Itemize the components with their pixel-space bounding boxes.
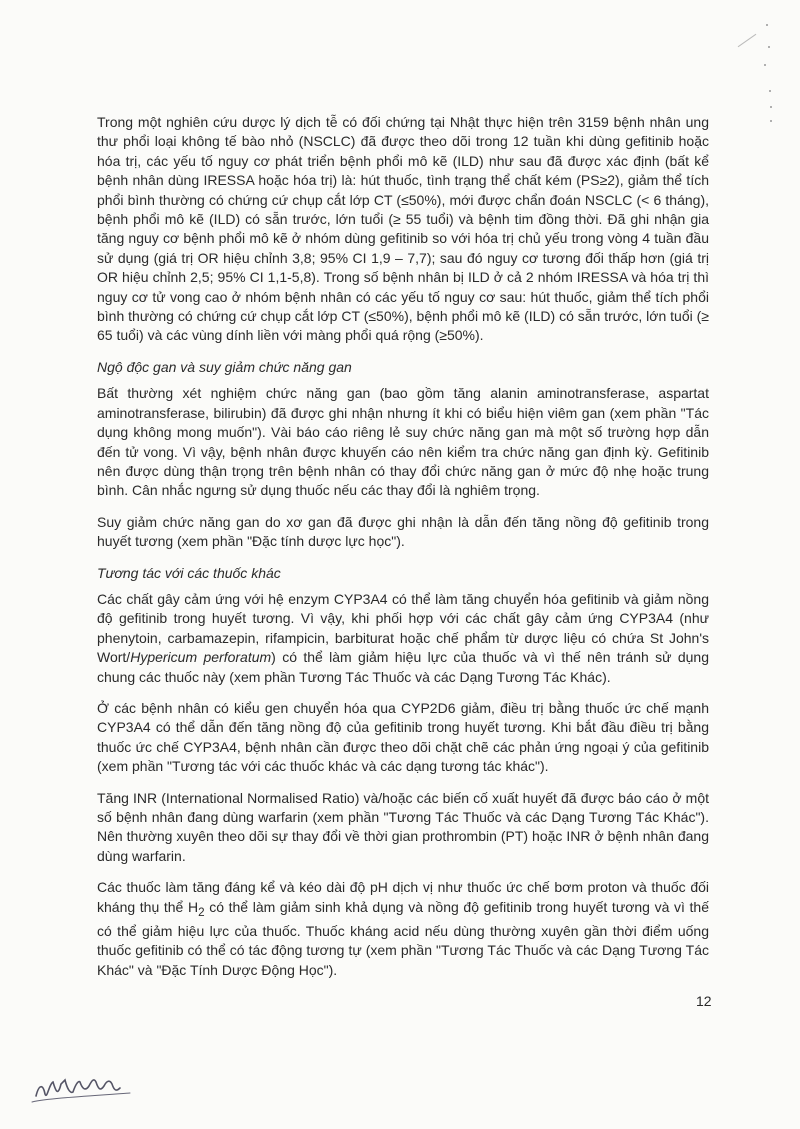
paragraph: Ở các bệnh nhân có kiểu gen chuyển hóa qua CYP2D6 giảm, điều trị bằng thuốc ức chế mạnh CYP3A4 có thể dẫn đến tăng nồng độ của gefitinib trong huyết tương. Khi bắt đầu điều trị bằng thuốc ức chế CYP3A4, bệnh nhân cần được theo dõi chặt chẽ các phản ứng ngoại ý của gefitinib (xem phần "Tương tác với các thuốc khác và các dạng tương tác khác"). <box>97 699 709 775</box>
text-run: Các thuốc làm tăng đáng kể và kéo dài độ pH dịch vị như thuốc ức chế bơm proton và thuốc đối kháng thụ thể H <box>97 879 709 915</box>
body-text <box>97 113 709 992</box>
italic-term: Hypericum perforatum <box>130 649 272 666</box>
paragraph: Trong một nghiên cứu dược lý dịch tễ có đối chứng tại Nhật thực hiện trên 3159 bệnh nhân ung thư phổi loại không tế bào nhỏ (NSCLC) đã được theo dõi trong 12 tuần khi dùng gefitinib hoặc hóa trị, các yếu tố nguy cơ phát triển bệnh phổi mô kẽ (ILD) như sau đã được xác định (bất kể bệnh nhân dùng IRESSA hoặc hóa trị) là: hút thuốc, tình trạng thể chất kém (PS≥2), giảm thể tích phổi bình thường có chứng cứ chụp cắt lớp CT (≤50%), mới được chẩn đoán NSCLC (< 6 tháng), bệnh phổi mô kẽ (ILD) có sẵn trước, lớn tuổi (≥ 55 tuổi) và bệnh tim đồng thời. Đã ghi nhận gia tăng nguy cơ bệnh phổi mô kẽ ở nhóm dùng gefitinib so với hóa trị chủ yếu trong vòng 4 tuần đầu sử dụng (giá trị OR hiệu chỉnh 3,8; 95% CI 1,9 – 7,7); sau đó nguy cơ tương đối thấp hơn (giá trị OR hiệu chỉnh 2,5; 95% CI 1,1-5,8). Trong số bệnh nhân bị ILD ở cả 2 nhóm IRESSA và hóa trị thì nguy cơ tử vong cao ở nhóm bệnh nhân có các yếu tố nguy cơ sau: hút thuốc, giảm thể tích phổi bình thường có chứng cứ chụp cắt lớp CT (≤50%), bệnh phổi mô kẽ (ILD) có sẵn trước, lớn tuổi (≥ 65 tuổi) và các vùng dính liền với màng phổi quá rộng (≥50%). <box>97 114 709 344</box>
section-heading: Ngộ độc gan và suy giảm chức năng gan <box>97 358 352 375</box>
paragraph: Suy giảm chức năng gan do xơ gan đã được ghi nhận là dẫn đến tăng nồng độ gefitinib trong huyết tương (xem phần "Đặc tính dược lực học"). <box>97 513 709 550</box>
section-heading: Tương tác với các thuốc khác <box>97 564 281 581</box>
paragraph <box>97 590 709 687</box>
paragraph: Bất thường xét nghiệm chức năng gan (bao gồm tăng alanin aminotransferase, aspartat aminotransferase, bilirubin) đã được ghi nhận nhưng ít khi có biểu hiện viêm gan (xem phần "Tác dụng không mong muốn"). Vài báo cáo riêng lẻ suy chức năng gan mà một số trường hợp dẫn đến tử vong. Vì vậy, bệnh nhân được khuyến cáo nên kiểm tra chức năng gan định kỳ. Gefitinib nên được dùng thận trọng trên bệnh nhân có thay đổi chức năng gan ở mức độ nhẹ hoặc trung bình. Cân nhắc ngưng sử dụng thuốc nếu các thay đổi là nghiêm trọng. <box>97 385 709 499</box>
subscript: 2 <box>198 905 205 919</box>
scan-mark <box>738 34 757 47</box>
text-run: có thể làm giảm sinh khả dụng và nồng độ gefitinib trong huyết tương và vì thế có thể giảm hiệu lực của thuốc. Thuốc kháng acid nếu dùng thường xuyên gần thời điểm uống thuốc gefitinib có thể có tác động tương tự (xem phần "Tương Tác Thuốc và các Dạng Tương Tác Khác" và "Đặc Tính Dược Động Học"). <box>97 898 709 978</box>
paragraph: Tăng INR (International Normalised Ratio) và/hoặc các biến cố xuất huyết đã được báo cáo ở một số bệnh nhân đang dùng warfarin (xem phần "Tương Tác Thuốc và các Dạng Tương Tác Khác"). Nên thường xuyên theo dõi sự thay đổi về thời gian prothrombin (PT) hoặc INR ở bệnh nhân đang dùng warfarin. <box>97 789 709 864</box>
handwritten-initials <box>30 1062 150 1112</box>
text-run: Các chất gây cảm ứng với hệ enzym CYP3A4 có thể làm tăng chuyển hóa gefitinib và giảm nồng độ gefitinib trong huyết tương. Vì vậy, khi phối hợp với các chất gây cảm ứng CYP3A4 (như phenytoin, carbamazepin, rifampicin, barbiturat hoặc chế phẩm từ dược liệu có chứa St John's Wort/ <box>97 590 709 666</box>
paragraph <box>97 878 709 980</box>
text-run: ) có thể làm giảm hiệu lực của thuốc và vì thế nên tránh sử dụng chung các thuốc này (xem phần Tương Tác Thuốc và các Dạng Tương Tác Khác). <box>97 649 709 685</box>
scan-specks <box>762 18 782 128</box>
page-number: 12 <box>696 993 712 1009</box>
